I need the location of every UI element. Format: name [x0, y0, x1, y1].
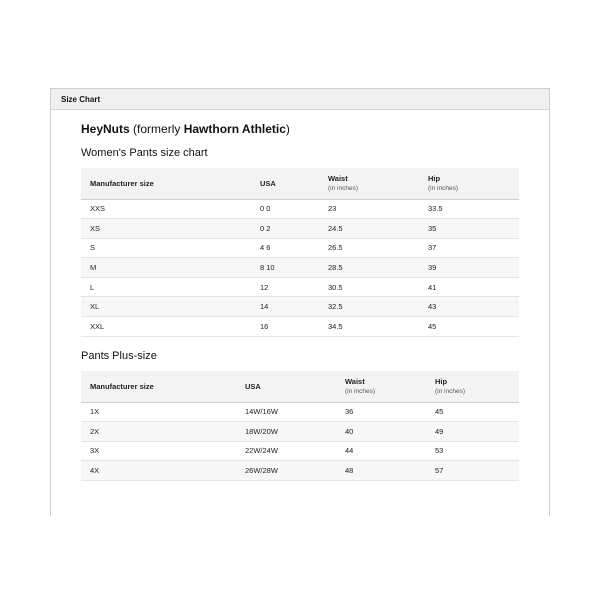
cell-size: 2X: [81, 422, 236, 442]
cell-hip: 45: [419, 317, 519, 337]
header-waist-unit: (in inches): [345, 388, 375, 396]
cell-hip: 39: [419, 258, 519, 278]
cell-usa: 16: [251, 317, 319, 337]
cell-size: XXL: [81, 317, 251, 337]
cell-usa: 18W/20W: [236, 422, 336, 442]
cell-waist: 24.5: [319, 219, 419, 239]
table-row: [81, 441, 519, 461]
cell-usa: 4 6: [251, 238, 319, 258]
cell-usa: 0 2: [251, 219, 319, 239]
header-usa: USA: [251, 168, 319, 199]
header-manufacturer-size: Manufacturer size: [81, 371, 236, 402]
table-header-row: [81, 168, 519, 199]
womens-size-table: [81, 168, 519, 337]
cell-size: M: [81, 258, 251, 278]
header-waist-unit: (in inches): [328, 185, 358, 193]
brand-formerly: (formerly: [129, 122, 184, 136]
cell-size: 4X: [81, 461, 236, 481]
cell-size: 3X: [81, 441, 236, 461]
cell-hip: 33.5: [419, 199, 519, 219]
brand-title: [81, 122, 290, 136]
plus-table-body: [81, 402, 519, 480]
table-row: [81, 199, 519, 219]
cell-usa: 14W/16W: [236, 402, 336, 422]
table-row: [81, 422, 519, 442]
size-chart-panel: [50, 88, 550, 516]
table-row: [81, 238, 519, 258]
table-row: [81, 277, 519, 297]
cell-hip: 57: [426, 461, 519, 481]
cell-size: 1X: [81, 402, 236, 422]
cell-usa: 0 0: [251, 199, 319, 219]
cell-size: L: [81, 277, 251, 297]
header-waist-label: Waist: [345, 377, 365, 387]
header-hip-label: Hip: [428, 174, 441, 184]
cell-waist: 26.5: [319, 238, 419, 258]
table-row: [81, 219, 519, 239]
cell-hip: 35: [419, 219, 519, 239]
header-hip-unit: (in inches): [428, 185, 458, 193]
cell-hip: 45: [426, 402, 519, 422]
cell-usa: 26W/28W: [236, 461, 336, 481]
plus-size-table: [81, 371, 519, 481]
cell-waist: 48: [336, 461, 426, 481]
plus-section-title: Pants Plus-size: [81, 350, 157, 362]
cell-waist: 30.5: [319, 277, 419, 297]
cell-hip: 41: [419, 277, 519, 297]
cell-size: S: [81, 238, 251, 258]
cell-hip: 43: [419, 297, 519, 317]
table-header-row: [81, 371, 519, 402]
brand-former-name: Hawthorn Athletic: [183, 122, 286, 136]
cell-waist: 32.5: [319, 297, 419, 317]
brand-paren-close: ): [285, 122, 290, 136]
womens-table-body: [81, 199, 519, 336]
table-row: [81, 461, 519, 481]
header-hip: [426, 371, 519, 402]
header-usa: USA: [236, 371, 336, 402]
cell-waist: 28.5: [319, 258, 419, 278]
table-row: [81, 402, 519, 422]
womens-section-title: Women's Pants size chart: [81, 147, 208, 159]
header-waist: [336, 371, 426, 402]
cell-size: XXS: [81, 199, 251, 219]
table-row: [81, 258, 519, 278]
cell-hip: 37: [419, 238, 519, 258]
brand-name: HeyNuts: [81, 122, 130, 136]
cell-size: XS: [81, 219, 251, 239]
cell-hip: 49: [426, 422, 519, 442]
cell-usa: 22W/24W: [236, 441, 336, 461]
cell-usa: 8 10: [251, 258, 319, 278]
cell-size: XL: [81, 297, 251, 317]
cell-waist: 36: [336, 402, 426, 422]
cell-waist: 40: [336, 422, 426, 442]
header-waist: [319, 168, 419, 199]
panel-header: Size Chart: [51, 89, 549, 110]
table-row: [81, 317, 519, 337]
cell-hip: 53: [426, 441, 519, 461]
cell-waist: 44: [336, 441, 426, 461]
header-waist-label: Waist: [328, 174, 348, 184]
cell-usa: 12: [251, 277, 319, 297]
header-hip-unit: (in inches): [435, 388, 465, 396]
cell-usa: 14: [251, 297, 319, 317]
header-hip-label: Hip: [435, 377, 448, 387]
table-row: [81, 297, 519, 317]
cell-waist: 23: [319, 199, 419, 219]
cell-waist: 34.5: [319, 317, 419, 337]
header-hip: [419, 168, 519, 199]
header-manufacturer-size: Manufacturer size: [81, 168, 251, 199]
